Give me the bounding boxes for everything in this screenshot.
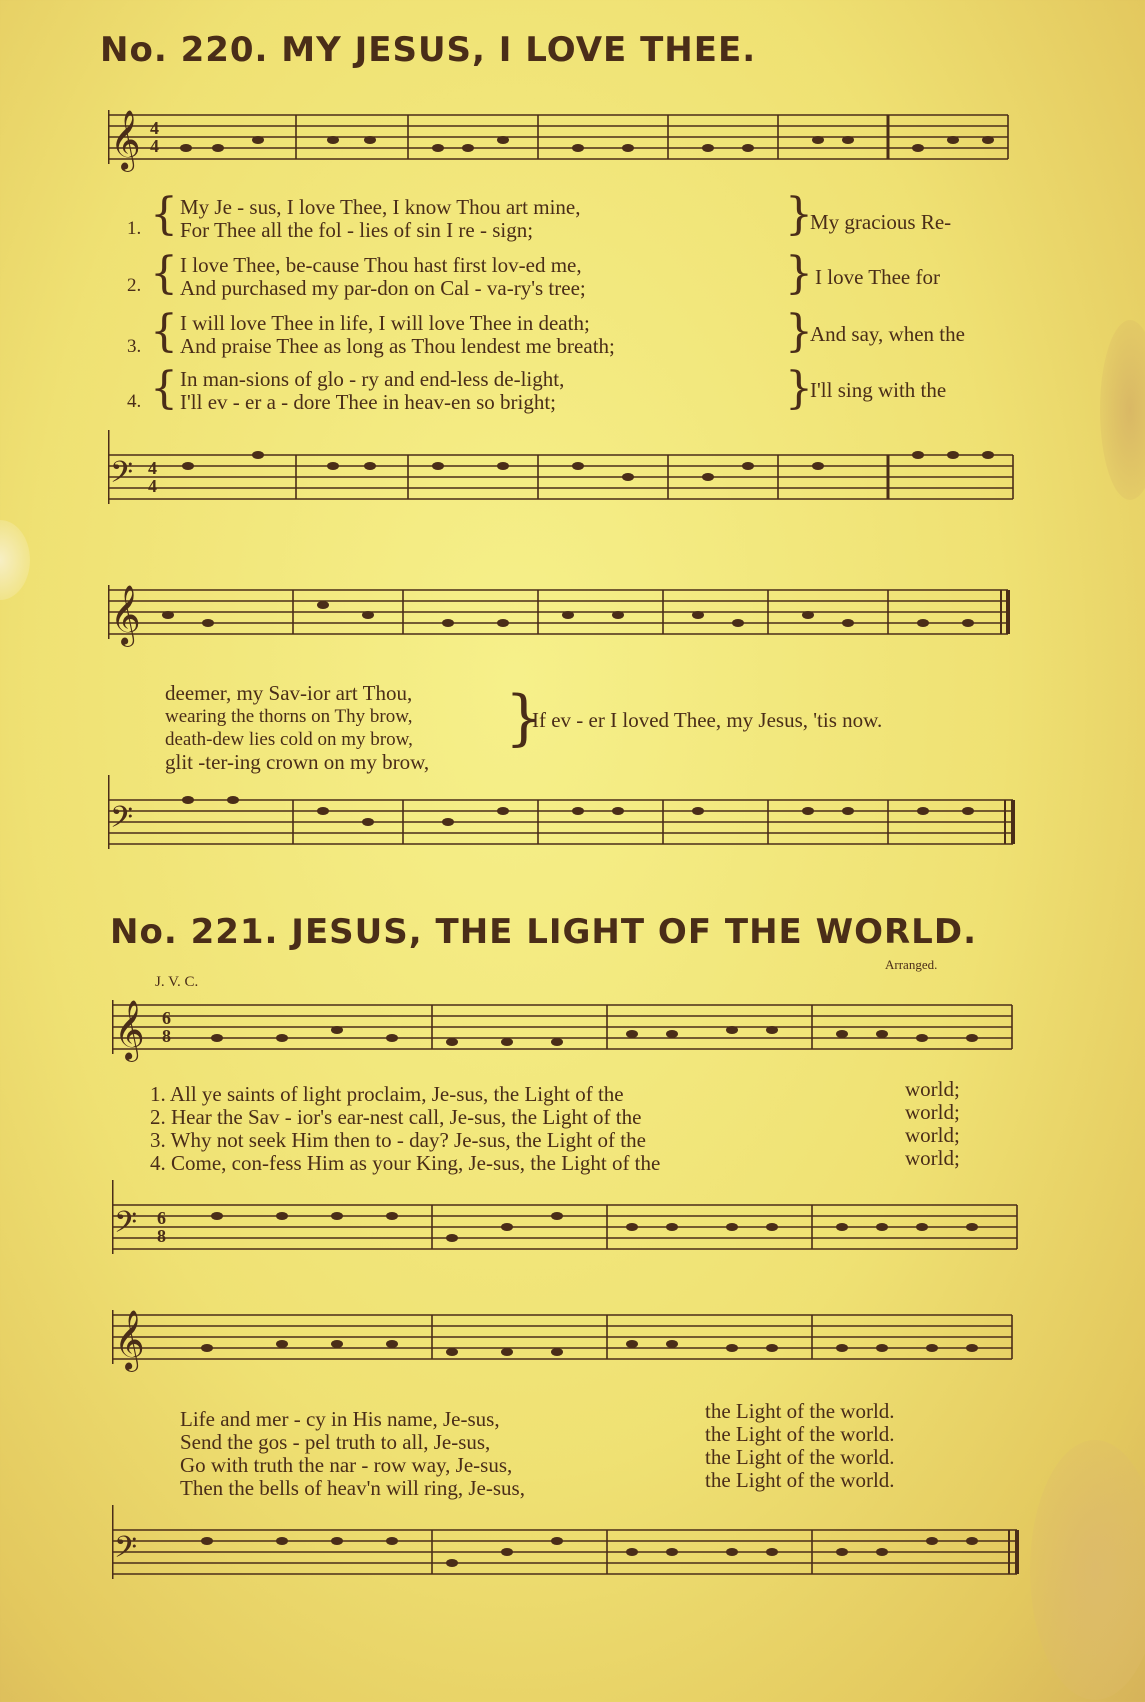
brace: } [505,683,544,753]
stanza-number: 3. [150,1128,166,1152]
stanza-continuation: And say, when the [810,322,965,346]
treble-staff [112,990,1027,1070]
svg-text:𝄢: 𝄢 [110,801,134,842]
stanza-1 [180,196,581,242]
stanza-3 [180,312,615,358]
paper-stain [1100,320,1145,500]
lyric-line: In man-sions of glo - ry and end-less de-light, [180,367,565,391]
author-credit: J. V. C. [155,974,199,990]
lyric-line: Then the bells of heav'n will ring, Je-sus, [180,1476,525,1500]
lyric-line: world; [905,1077,960,1101]
stanza-continuation: I'll sing with the [810,378,947,402]
svg-text:4: 4 [150,118,159,138]
svg-text:𝄞: 𝄞 [114,1310,145,1370]
stanza-number: 4. [127,391,142,412]
brace: } [785,248,813,299]
lyric-line: Life and mer - cy in His name, Je-sus, [180,1407,500,1431]
brace: { [150,189,178,240]
stanza-number: 3. [127,336,142,357]
svg-text:𝄞: 𝄞 [110,585,141,645]
brace: { [150,248,178,299]
lyric-text: Why not seek Him then to - day? Je-sus, the Light of the [170,1128,646,1152]
svg-text:𝄞: 𝄞 [114,1000,145,1060]
treble-staff [112,1300,1027,1380]
lyric-line [150,1083,660,1106]
lyric-line: Send the gos - pel truth to all, Je-sus, [180,1430,491,1454]
lyric-line [150,1106,660,1129]
lyric-line: My Je - sus, I love Thee, I know Thou art mine, [180,195,581,219]
svg-text:6: 6 [157,1208,166,1228]
svg-text:8: 8 [157,1226,166,1246]
lyric-line: And praise Thee as long as Thou lendest me breath; [180,334,615,358]
treble-staff [108,575,1023,655]
stanza-number: 2. [127,275,142,296]
svg-text:6: 6 [162,1008,171,1028]
lyric-line [150,1152,660,1175]
refrain-tails [705,1400,895,1492]
lyric-line: world; [905,1146,960,1170]
lyric-line: world; [905,1123,960,1147]
svg-text:4: 4 [150,136,159,156]
lyric-line: deemer, my Sav-ior art Thou, [165,681,413,705]
stanza-list [150,1083,660,1175]
paper-stain [0,520,30,600]
brace: } [785,189,813,240]
lyric-line: death-dew lies cold on my brow, [165,729,413,750]
refrain-lyrics [180,1408,525,1500]
bass-staff [108,430,1023,520]
svg-text:𝄞: 𝄞 [110,110,141,170]
lyric-line: I'll ev - er a - dore Thee in heav-en so bright; [180,390,557,414]
stanza-endings [905,1078,960,1170]
bass-staff [112,1180,1027,1270]
bass-staff [112,1505,1027,1595]
refrain-line: If ev - er I loved Thee, my Jesus, 'tis now. [532,708,883,732]
svg-text:𝄢: 𝄢 [114,1531,138,1572]
brace: } [785,363,813,414]
lyric-line: the Light of the world. [705,1445,895,1469]
stanza-endings [165,682,429,774]
hymn-220-title: No. 220. MY JESUS, I LOVE THEE. [100,30,757,70]
lyric-line: glit -ter-ing crown on my brow, [165,750,430,774]
lyric-line [150,1129,660,1152]
brace: { [150,363,178,414]
bass-staff [108,775,1023,865]
stanza-continuation: My gracious Re- [810,210,952,234]
svg-text:𝄢: 𝄢 [114,1206,138,1247]
stanza-number: 1. [127,218,142,239]
lyric-line: world; [905,1100,960,1124]
stanza-number: 1. [150,1082,166,1106]
lyric-line: wearing the thorns on Thy brow, [165,706,413,727]
lyric-line: For Thee all the fol - lies of sin I re - sign; [180,218,534,242]
lyric-text: All ye saints of light proclaim, Je-sus, the Light of the [169,1082,624,1106]
lyric-line: And purchased my par-don on Cal - va-ry's tree; [180,276,586,300]
stanza-number: 4. [150,1151,166,1175]
svg-text:4: 4 [148,458,157,478]
svg-text:4: 4 [148,476,157,496]
svg-text:8: 8 [162,1026,171,1046]
lyric-text: Come, con-fess Him as your King, Je-sus, the Light of the [171,1151,661,1175]
brace: } [785,306,813,357]
brace: { [150,306,178,357]
lyric-line: the Light of the world. [705,1399,895,1423]
arranged-credit: Arranged. [885,957,938,972]
lyric-line: I love Thee, be-cause Thou hast first lov-ed me, [180,253,582,277]
stanza-2 [180,254,586,300]
stanza-number: 2. [150,1105,166,1129]
hymn-221-title: No. 221. JESUS, THE LIGHT OF THE WORLD. [110,912,977,952]
stanza-4 [180,368,564,414]
lyric-line: Go with truth the nar - row way, Je-sus, [180,1453,513,1477]
lyric-line: the Light of the world. [705,1422,895,1446]
paper-stain [1030,1440,1145,1700]
treble-staff [108,100,1023,180]
svg-text:𝄢: 𝄢 [110,456,134,497]
lyric-line: I will love Thee in life, I will love Thee in death; [180,311,590,335]
lyric-line: the Light of the world. [705,1468,895,1492]
lyric-text: Hear the Sav - ior's ear-nest call, Je-sus, the Light of the [171,1105,642,1129]
stanza-continuation: I love Thee for [815,265,940,289]
